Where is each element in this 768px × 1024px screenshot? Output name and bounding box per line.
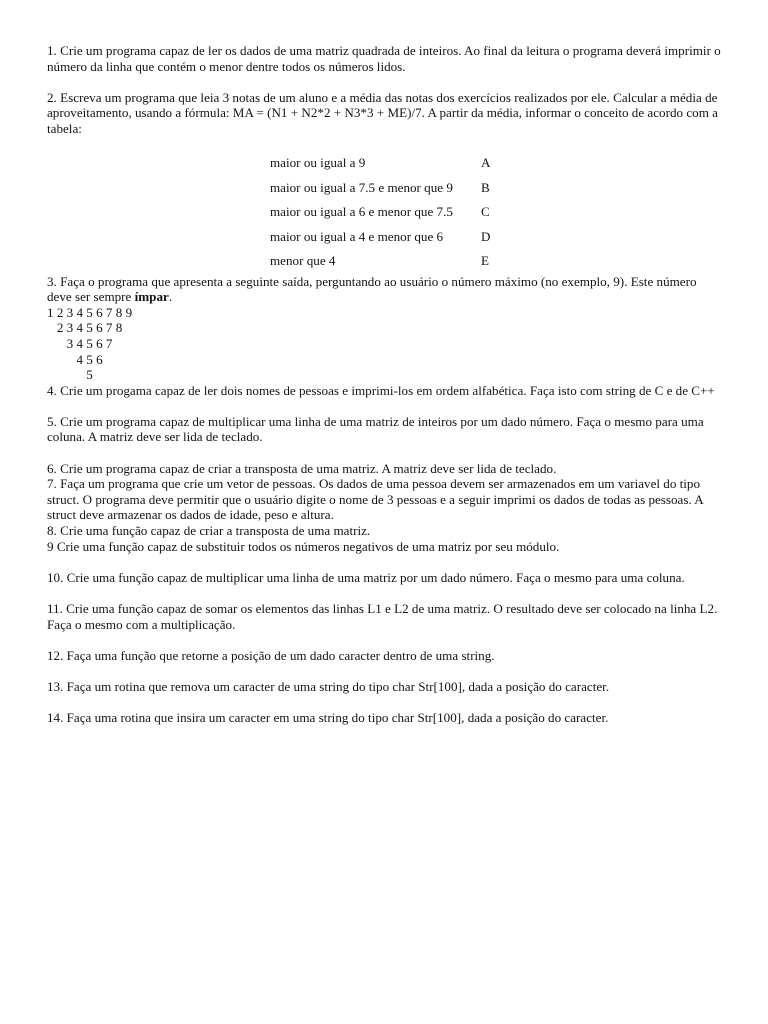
pyramid-row: 5	[47, 367, 93, 383]
grade-condition: maior ou igual a 4 e menor que 6	[270, 228, 444, 244]
question-6: 6. Crie um programa capaz de criar a transposta de uma matriz. A matriz deve ser lida de teclado.	[47, 460, 557, 476]
grade-table-row	[270, 224, 511, 249]
question-3	[47, 274, 723, 305]
grade-letter: D	[481, 228, 491, 244]
pyramid-row: 2 3 4 5 6 7 8	[47, 320, 123, 336]
question-4: 4. Crie um progama capaz de ler dois nomes de pessoas e imprimi-los em ordem alfabética. Faça isto com string de C e de C++	[47, 382, 715, 398]
number-pyramid	[47, 305, 723, 383]
question-1: 1. Crie um programa capaz de ler os dados de uma matriz quadrada de inteiros. Ao final da leitura o programa deverá imprimir o número da linha que contém o menor dentre todos os números lidos.	[47, 43, 721, 74]
grade-table-row	[270, 151, 511, 176]
pyramid-row: 4 5 6	[47, 351, 103, 367]
question-14: 14. Faça uma rotina que insira um caracter em uma string do tipo char Str[100], dada a posição do caracter.	[47, 710, 609, 726]
grade-condition: maior ou igual a 9	[270, 155, 366, 171]
question-11: 11. Crie uma função capaz de somar os elementos das linhas L1 e L2 de uma matriz. O resultado deve ser colocado na linha L2. Faça o mesmo com a multiplicação.	[47, 601, 718, 632]
grade-table-row	[270, 249, 511, 274]
grade-table	[270, 151, 511, 274]
grade-condition: maior ou igual a 7.5 e menor que 9	[270, 179, 453, 195]
question-10: 10. Crie uma função capaz de multiplicar uma linha de uma matriz por um dado número. Faça o mesmo para uma coluna.	[47, 569, 685, 585]
question-7: 7. Faça um programa que crie um vetor de pessoas. Os dados de uma pessoa devem ser armazenados em um variavel do tipo struct. O programa deve permitir que o usuário digite o nome de 3 pessoas e a seguir imprimi os dados de todas as pessoas. A struct deve armazenar os dados de idade, peso e altura.	[47, 476, 704, 523]
question-13: 13. Faça um rotina que remova um caracter de uma string do tipo char Str[100], dada a posição do caracter.	[47, 678, 610, 694]
question-9: 9 Crie uma função capaz de substituir todos os números negativos de uma matriz por seu módulo.	[47, 538, 560, 554]
grade-condition: menor que 4	[270, 253, 336, 269]
pyramid-row: 3 4 5 6 7	[47, 335, 113, 351]
question-8: 8. Crie uma função capaz de criar a transposta de uma matriz.	[47, 523, 371, 539]
question-5: 5. Crie um programa capaz de multiplicar uma linha de uma matriz de inteiros por um dado número. Faça o mesmo para uma coluna. A matriz deve ser lida de teclado.	[47, 413, 704, 445]
grade-letter: B	[481, 179, 490, 195]
grade-condition: maior ou igual a 6 e menor que 7.5	[270, 204, 453, 220]
grade-letter: A	[481, 155, 491, 171]
grade-letter: E	[481, 253, 489, 269]
question-3-emphasis: ímpar	[134, 289, 169, 305]
document-page	[47, 43, 723, 726]
grade-letter: C	[481, 204, 490, 220]
grade-table-row	[270, 175, 511, 200]
question-2: 2. Escreva um programa que leia 3 notas de um aluno e a média das notas dos exercícios realizados por ele. Calcular a média de aproveitamento, usando a fórmula: MA = (N1 + N2*2 + N3*3 + ME)/7. A partir da média, informar o conceito de acordo com a tabela:	[47, 89, 718, 136]
pyramid-row: 1 2 3 4 5 6 7 8 9	[47, 304, 133, 320]
grade-table-row	[270, 200, 511, 225]
question-3-text: 3. Faça o programa que apresenta a seguinte saída, perguntando ao usuário o número máximo (no exemplo, 9). Este número deve ser sempre	[47, 273, 697, 305]
question-12: 12. Faça uma função que retorne a posição de um dado caracter dentro de uma string.	[47, 647, 495, 663]
question-3-end: .	[168, 289, 173, 305]
